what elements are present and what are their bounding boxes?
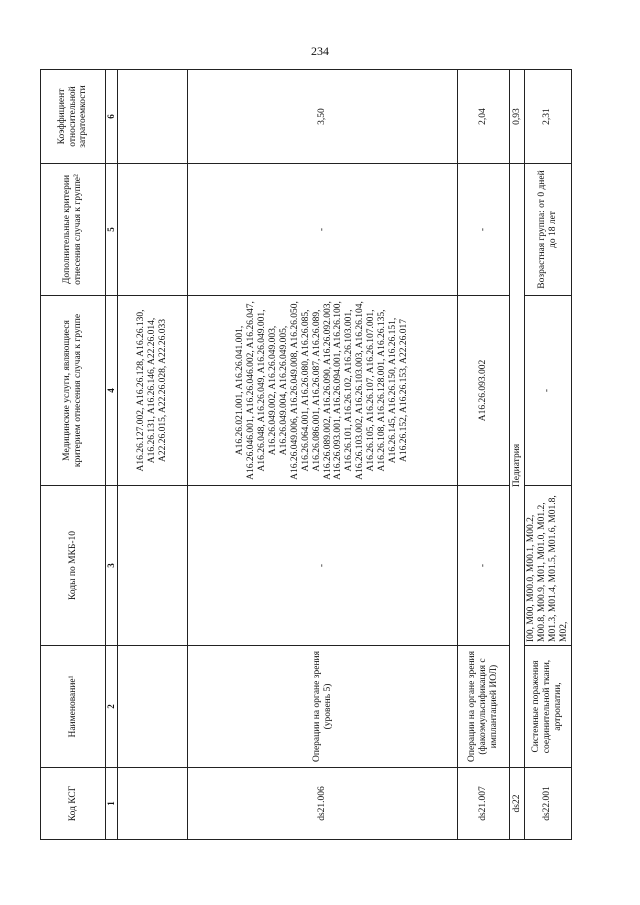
services-cell: A16.26.127.002, A16.26.128, A16.26.130, A16.26.131, A16.26.146, A22.26.014, A22.26.015, A22.26.028, A22.26.033 [118,296,188,486]
coefficient: 0,93 [510,70,525,164]
group-name: Педиатрия [510,164,525,768]
icd-codes: - [458,486,510,646]
column-number: 1 [106,768,118,840]
coefficient: 2,04 [458,70,510,164]
ksg-code: ds22 [510,768,525,840]
page-number: 234 [311,44,329,58]
ksg-code: ds22.001 [525,768,572,840]
table-row [525,70,572,840]
table-row [458,70,510,840]
group-row [510,70,525,840]
header-coef: Коэффициент относительной затратоемкости [41,70,106,164]
extra-criteria: - [458,164,510,296]
column-number: 2 [106,646,118,768]
header-code: Код КСГ [41,768,106,840]
extra-criteria: - [188,164,458,296]
column-number-row [106,70,118,840]
cell-empty [118,646,188,768]
header-icd: Коды по МКБ-10 [41,486,106,646]
ksg-name: Операции на органе зрения (факоэмульсификация с имплантацией ИОЛ) [458,646,510,768]
ksg-code: ds21.007 [458,768,510,840]
rotated-table-page [40,70,569,840]
services-cell: - [525,296,572,486]
ksg-name: Операции на органе зрения (уровень 5) [188,646,458,768]
header-row [41,70,106,840]
icd-codes: I00, M00, M00.0, M00.1, M00.2, M00.8, M00.9, M01, M01.0, M01.2, M01.3, M01.4, M01.5, M01.6, M01.8, M02, [525,486,572,646]
header-services: Медицинские услуги, являющиеся критерием отнесения случая к группе [41,296,106,486]
column-number: 3 [106,486,118,646]
header-name: Наименование¹ [41,646,106,768]
extra-criteria: Возрастная группа: от 0 дней до 18 лет [525,164,572,296]
coefficient: 3,50 [188,70,458,164]
header-extra: Дополнительные критерии отнесения случая к группе² [41,164,106,296]
ksg-table [40,69,572,840]
column-number: 5 [106,164,118,296]
cell-empty [118,768,188,840]
cell-empty [118,164,188,296]
ksg-code: ds21.006 [188,768,458,840]
column-number: 4 [106,296,118,486]
coefficient: 2,31 [525,70,572,164]
ksg-name: Системные поражения соединительной ткани, артропатии, [525,646,572,768]
table-row [118,70,188,840]
cell-empty [118,70,188,164]
column-number: 6 [106,70,118,164]
services-cell: A16.26.021.001, A16.26.041.001, A16.26.046.001, A16.26.046.002, A16.26.047, A16.26.048, A16.26.049, A16.26.049.001, A16.26.049.002, A16.26.049.003, A16.26.049.004, A16.26.049.005, A16.26.049.006, A16.26.049.008, A16.26.050, A16.26.064.001, A16.26.080, A16.26.085, A16.26.086.001, A16.26.087, A16.26.089, A16.26.089.002, A16.26.090, A16.26.092.003, A16.26.093.001, A16.26.094.001, A16.26.100, A16.26.101, A16.26.102, A16.26.103.001, A16.26.103.002, A16.26.103.003, A16.26.104, A16.26.105, A16.26.107, A16.26.107.001, A16.26.108, A16.26.128.001, A16.26.135, A16.26.145, A16.26.150, A16.26.151, A16.26.152, A16.26.153, A22.26.017 [188,296,458,486]
icd-codes: - [188,486,458,646]
cell-empty [118,486,188,646]
services-cell: A16.26.093.002 [458,296,510,486]
table-row [188,70,458,840]
